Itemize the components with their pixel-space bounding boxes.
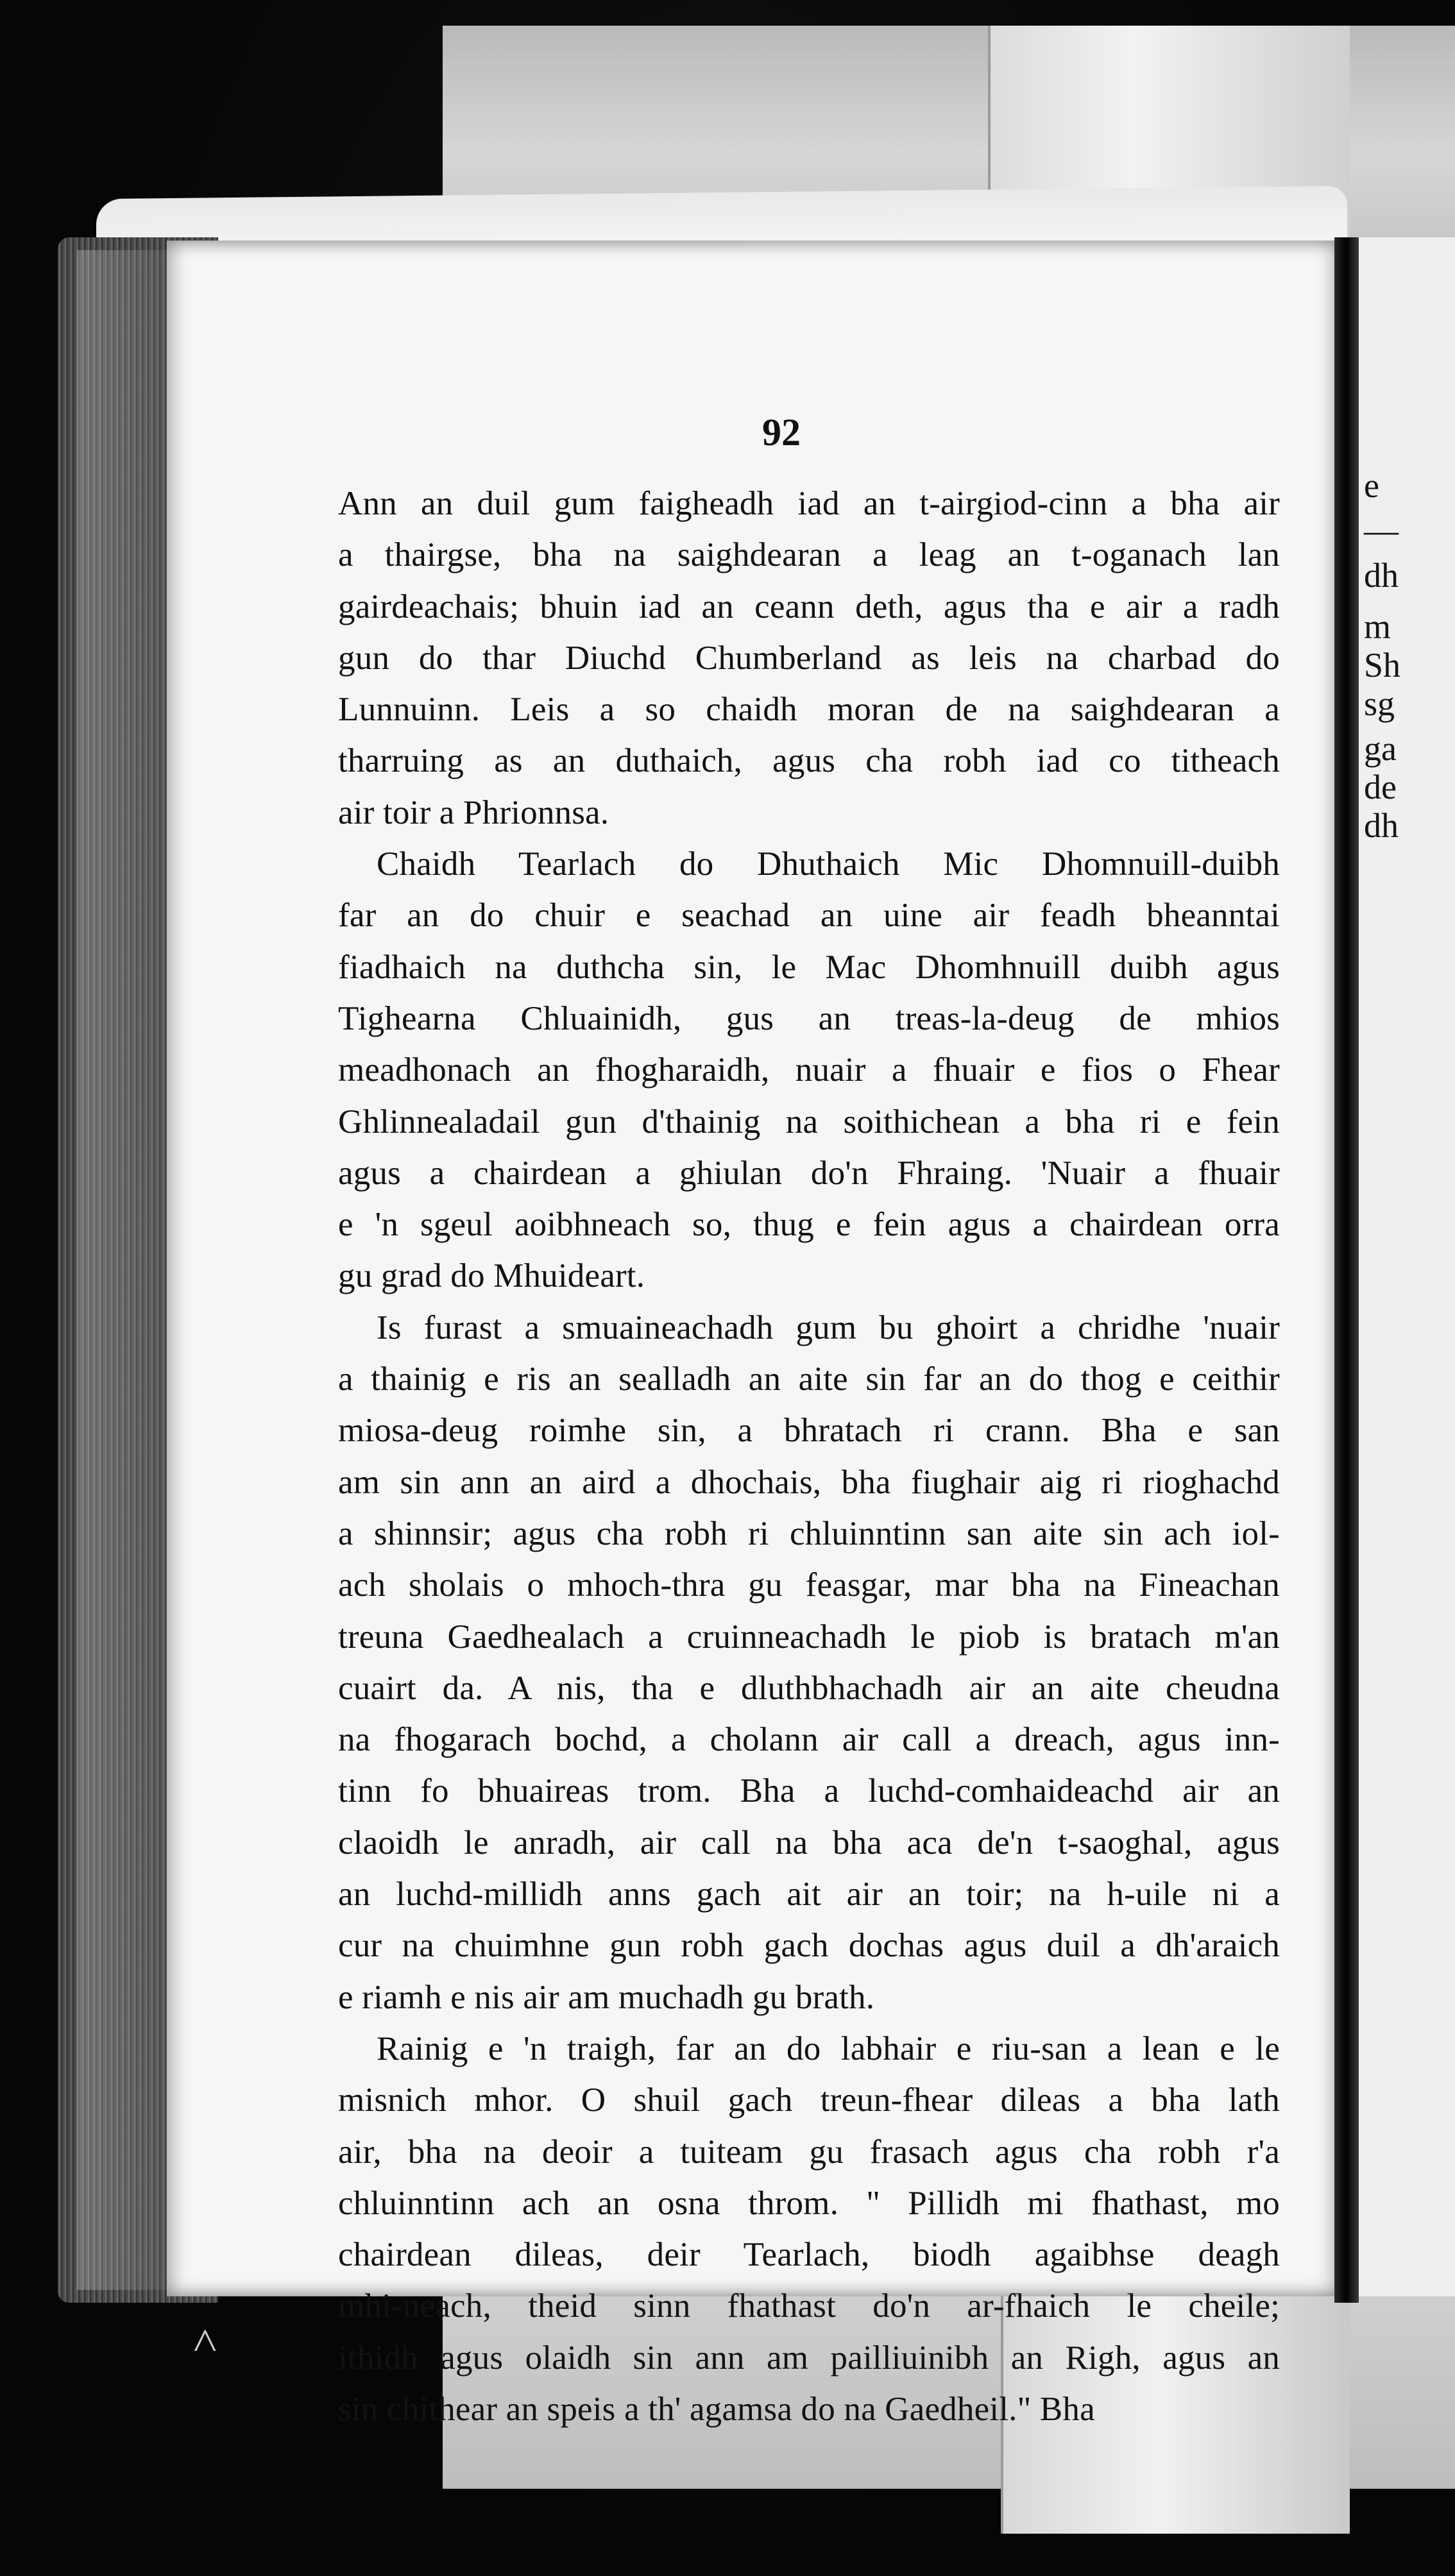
- facing-page-fragment: sg: [1364, 684, 1395, 723]
- text-line: gun do thar Diuchd Chumberland as leis na charbad do: [338, 639, 1280, 677]
- text-line: Lunnuinn. Leis a so chaidh moran de na saighdearan a: [338, 691, 1280, 729]
- text-line: Ghlinnealadail gun d'thainig na soithichean a bha ri e fein: [338, 1103, 1280, 1140]
- facing-page-fragment: e: [1364, 466, 1379, 505]
- facing-page-fragment: ga: [1364, 729, 1397, 768]
- text-line: a thairgse, bha na saighdearan a leag an t-oganach lan: [338, 536, 1280, 574]
- text-line: an luchd-millidh anns gach ait air an toir; na h-uile ni a: [338, 1876, 1280, 1913]
- text-line: mhi-neach, theid sinn fhathast do'n ar-fhaich le cheile;: [338, 2287, 1280, 2325]
- text-line: chairdean dileas, deir Tearlach, biodh agaibhse deagh: [338, 2236, 1280, 2274]
- text-line: fiadhaich na duthcha sin, le Mac Dhomhnuill duibh agus: [338, 948, 1280, 986]
- paragraph: [338, 838, 1280, 1302]
- text-line: misnich mhor. O shuil gach treun-fhear dileas a bha lath: [338, 2081, 1280, 2119]
- text-line: gu grad do Mhuideart.: [338, 1257, 645, 1295]
- text-line: sin chithear an speis a th' agamsa do na Gaedheil." Bha: [338, 2390, 1095, 2428]
- facing-page-fragment: —: [1364, 511, 1399, 550]
- text-line: Is furast a smuaineachadh gum bu ghoirt a chridhe 'nuair: [377, 1309, 1280, 1346]
- text-line: agus a chairdean a ghiulan do'n Fhraing. 'Nuair a fhuair: [338, 1154, 1280, 1192]
- scan-mark: ˄: [192, 2316, 218, 2366]
- text-line: chluinntinn ach an osna throm. " Pillidh mi fhathast, mo: [338, 2184, 1280, 2222]
- text-line: Chaidh Tearlach do Dhuthaich Mic Dhomnuill-duibh: [377, 845, 1280, 883]
- text-line: e 'n sgeul aoibhneach so, thug e fein agus a chairdean orra: [338, 1206, 1280, 1244]
- text-line: Ann an duil gum faigheadh iad an t-airgiod-cinn a bha air: [338, 485, 1280, 522]
- paragraph: [338, 1302, 1280, 2023]
- text-line: a thainig e ris an sealladh an aite sin far an do thog e ceithir: [338, 1360, 1280, 1398]
- text-line: meadhonach an fhogharaidh, nuair a fhuair e fios o Fhear: [338, 1051, 1280, 1089]
- text-line: far an do chuir e seachad an uine air feadh bheanntai: [338, 897, 1280, 935]
- text-line: claoidh le anradh, air call na bha aca de'n t-saoghal, agus: [338, 1824, 1280, 1861]
- paragraph: [338, 478, 1280, 838]
- text-line: ithidh agus olaidh sin ann am pailliuinibh an Righ, agus an: [338, 2339, 1280, 2377]
- facing-page-fragment: dh: [1364, 556, 1399, 595]
- text-line: ach sholais o mhoch-thra gu feasgar, mar bha na Fineachan: [338, 1566, 1280, 1604]
- page-number: 92: [762, 411, 801, 453]
- text-line: tinn fo bhuaireas trom. Bha a luchd-comhaideachd air an: [338, 1772, 1280, 1810]
- text-line: na fhogarach bochd, a cholann air call a dreach, agus inn-: [338, 1721, 1280, 1759]
- facing-page-fragment: de: [1364, 768, 1397, 806]
- text-line: am sin ann an aird a dhochais, bha fiughair aig ri rioghachd: [338, 1463, 1280, 1501]
- text-line: gairdeachais; bhuin iad an ceann deth, agus tha e air a radh: [338, 588, 1280, 625]
- text-line: Rainig e 'n traigh, far an do labhair e riu-san a lean e le: [377, 2029, 1280, 2067]
- text-line: air toir a Phrionnsa.: [338, 793, 609, 831]
- text-line: treuna Gaedhealach a cruinneachadh le piob is bratach m'an: [338, 1618, 1280, 1656]
- text-line: e riamh e nis air am muchadh gu brath.: [338, 1978, 875, 2016]
- facing-page-fragment: Sh: [1364, 646, 1401, 684]
- text-line: tharruing as an duthaich, agus cha robh iad co titheach: [338, 742, 1280, 780]
- text-line: Tighearna Chluainidh, gus an treas-la-deug de mhios: [338, 999, 1280, 1037]
- text-line: cur na chuimhne gun robh gach dochas agus duil a dh'araich: [338, 1927, 1280, 1965]
- text-line: air, bha na deoir a tuiteam gu frasach agus cha robh r'a: [338, 2133, 1280, 2171]
- page-text: [338, 478, 1280, 2435]
- text-line: miosa-deug roimhe sin, a bhratach ri crann. Bha e san: [338, 1412, 1280, 1450]
- facing-page-fragment: m: [1364, 607, 1391, 646]
- facing-page: [1359, 237, 1455, 2296]
- book-gutter: [1334, 237, 1359, 2303]
- text-line: a shinnsir; agus cha robh ri chluinntinn san aite sin ach iol-: [338, 1514, 1280, 1552]
- text-line: cuairt da. A nis, tha e dluthbhachadh air an aite cheudna: [338, 1669, 1280, 1707]
- paragraph: [338, 2023, 1280, 2435]
- facing-page-fragment: dh: [1364, 806, 1399, 845]
